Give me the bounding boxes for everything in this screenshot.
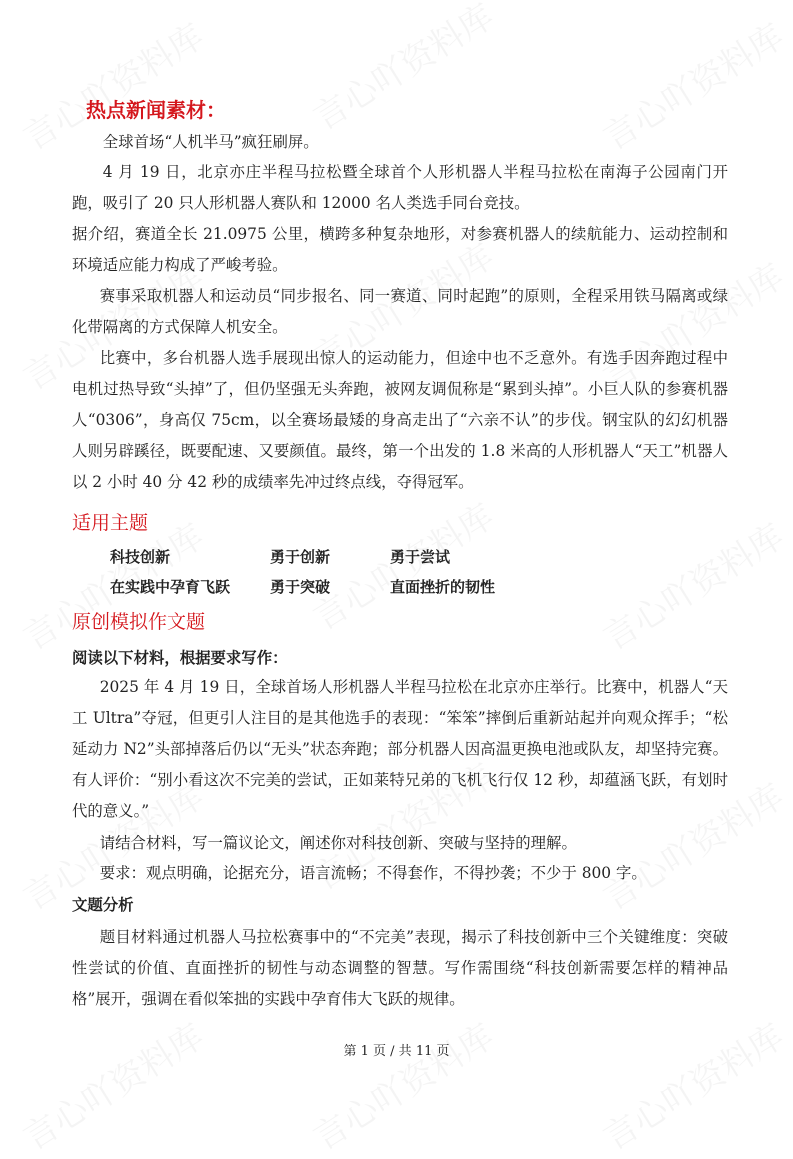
watermark [13, 1010, 212, 1159]
watermark [593, 510, 792, 660]
news-paragraph: 全球首场“人机半马”疯狂刷屏。 [102, 133, 319, 151]
news-paragraph: 赛事采取机器人和运动员“同步报名、同一赛道、同时起跑”的原则，全程采用铁马隔离或绿化带隔离的方式保障人机安全。 [72, 287, 728, 336]
watermark [593, 1010, 792, 1159]
news-paragraph: 比赛中，多台机器人选手展现出惊人的运动能力，但途中也不乏意外。有选手因奔跑过程中电机过热导致“头掉”了，但仍坚强无头奔跑，被网友调侃称是“累到头掉”。小巨人队的参赛机器人“0306”，身高仅 75cm，以全赛场最矮的身高走出了“六亲不认”的步伐。钢宝队的幻幻机器人则另辟蹊径，既要配速、又要颜值。最终，第一个出发的 1.8 米高的人形机器人“天工”机器人以 2 小时 40 分 42 秒的成绩率先冲过终点线，夺得冠军。 [72, 349, 728, 491]
theme-item: 科技创新 [110, 548, 171, 566]
watermark [303, 0, 502, 139]
news-paragraph: 4 月 19 日，北京亦庄半程马拉松暨全球首个人形机器人半程马拉松在南海子公园南门开跑，吸引了 20 只人形机器人赛队和 12000 名人类选手同台竞技。 [72, 163, 728, 212]
section-heading-essay: 原创模拟作文题 [72, 611, 206, 633]
essay-requirements: 要求：观点明确，论据充分，语言流畅；不得套作，不得抄袭；不少于 800 字。 [99, 864, 647, 882]
analysis-heading: 文题分析 [72, 896, 134, 914]
theme-item: 勇于突破 [270, 578, 331, 596]
prompt-label: 阅读以下材料，根据要求写作： [72, 649, 288, 667]
section-heading-news: 热点新闻素材： [86, 98, 226, 122]
analysis-paragraph: 题目材料通过机器人马拉松赛事中的“不完美”表现，揭示了科技创新中三个关键维度：突破性尝试的价值、直面挫折的韧性与动态调整的智慧。写作需围绕“科技创新需要怎样的精神品格”展开，强调在看似笨拙的实践中孕育伟大飞跃的规律。 [72, 928, 728, 1008]
theme-item: 勇于创新 [270, 548, 331, 566]
page-number: 第 1 页 / 共 11 页 [343, 1044, 450, 1059]
news-paragraph: 据介绍，赛道全长 21.0975 公里，横跨多种复杂地形，对参赛机器人的续航能力、运动控制和环境适应能力构成了严峻考验。 [72, 225, 728, 274]
theme-item: 直面挫折的韧性 [390, 578, 496, 596]
essay-material: 2025 年 4 月 19 日，全球首场人形机器人半程马拉松在北京亦庄举行。比赛中，机器人“天工 Ultra”夺冠，但更引人注目的是其他选手的表现：“笨笨”摔倒后重新站起并向观众挥手；“松延动力 N2”头部掉落后仍以“无头”状态奔跑；部分机器人因高温更换电池或队友，却坚持完赛。有人评价：“别小看这次不完美的尝试，正如莱特兄弟的飞机飞行仅 12 秒，却蕴涵飞跃，有划时代的意义。” [72, 678, 728, 820]
theme-item: 勇于尝试 [390, 548, 451, 566]
theme-item: 在实践中孕育飞跃 [110, 578, 231, 596]
essay-task: 请结合材料，写一篇议论文，阐述你对科技创新、突破与坚持的理解。 [99, 834, 577, 852]
watermark [303, 1010, 502, 1159]
section-heading-themes: 适用主题 [72, 512, 149, 534]
